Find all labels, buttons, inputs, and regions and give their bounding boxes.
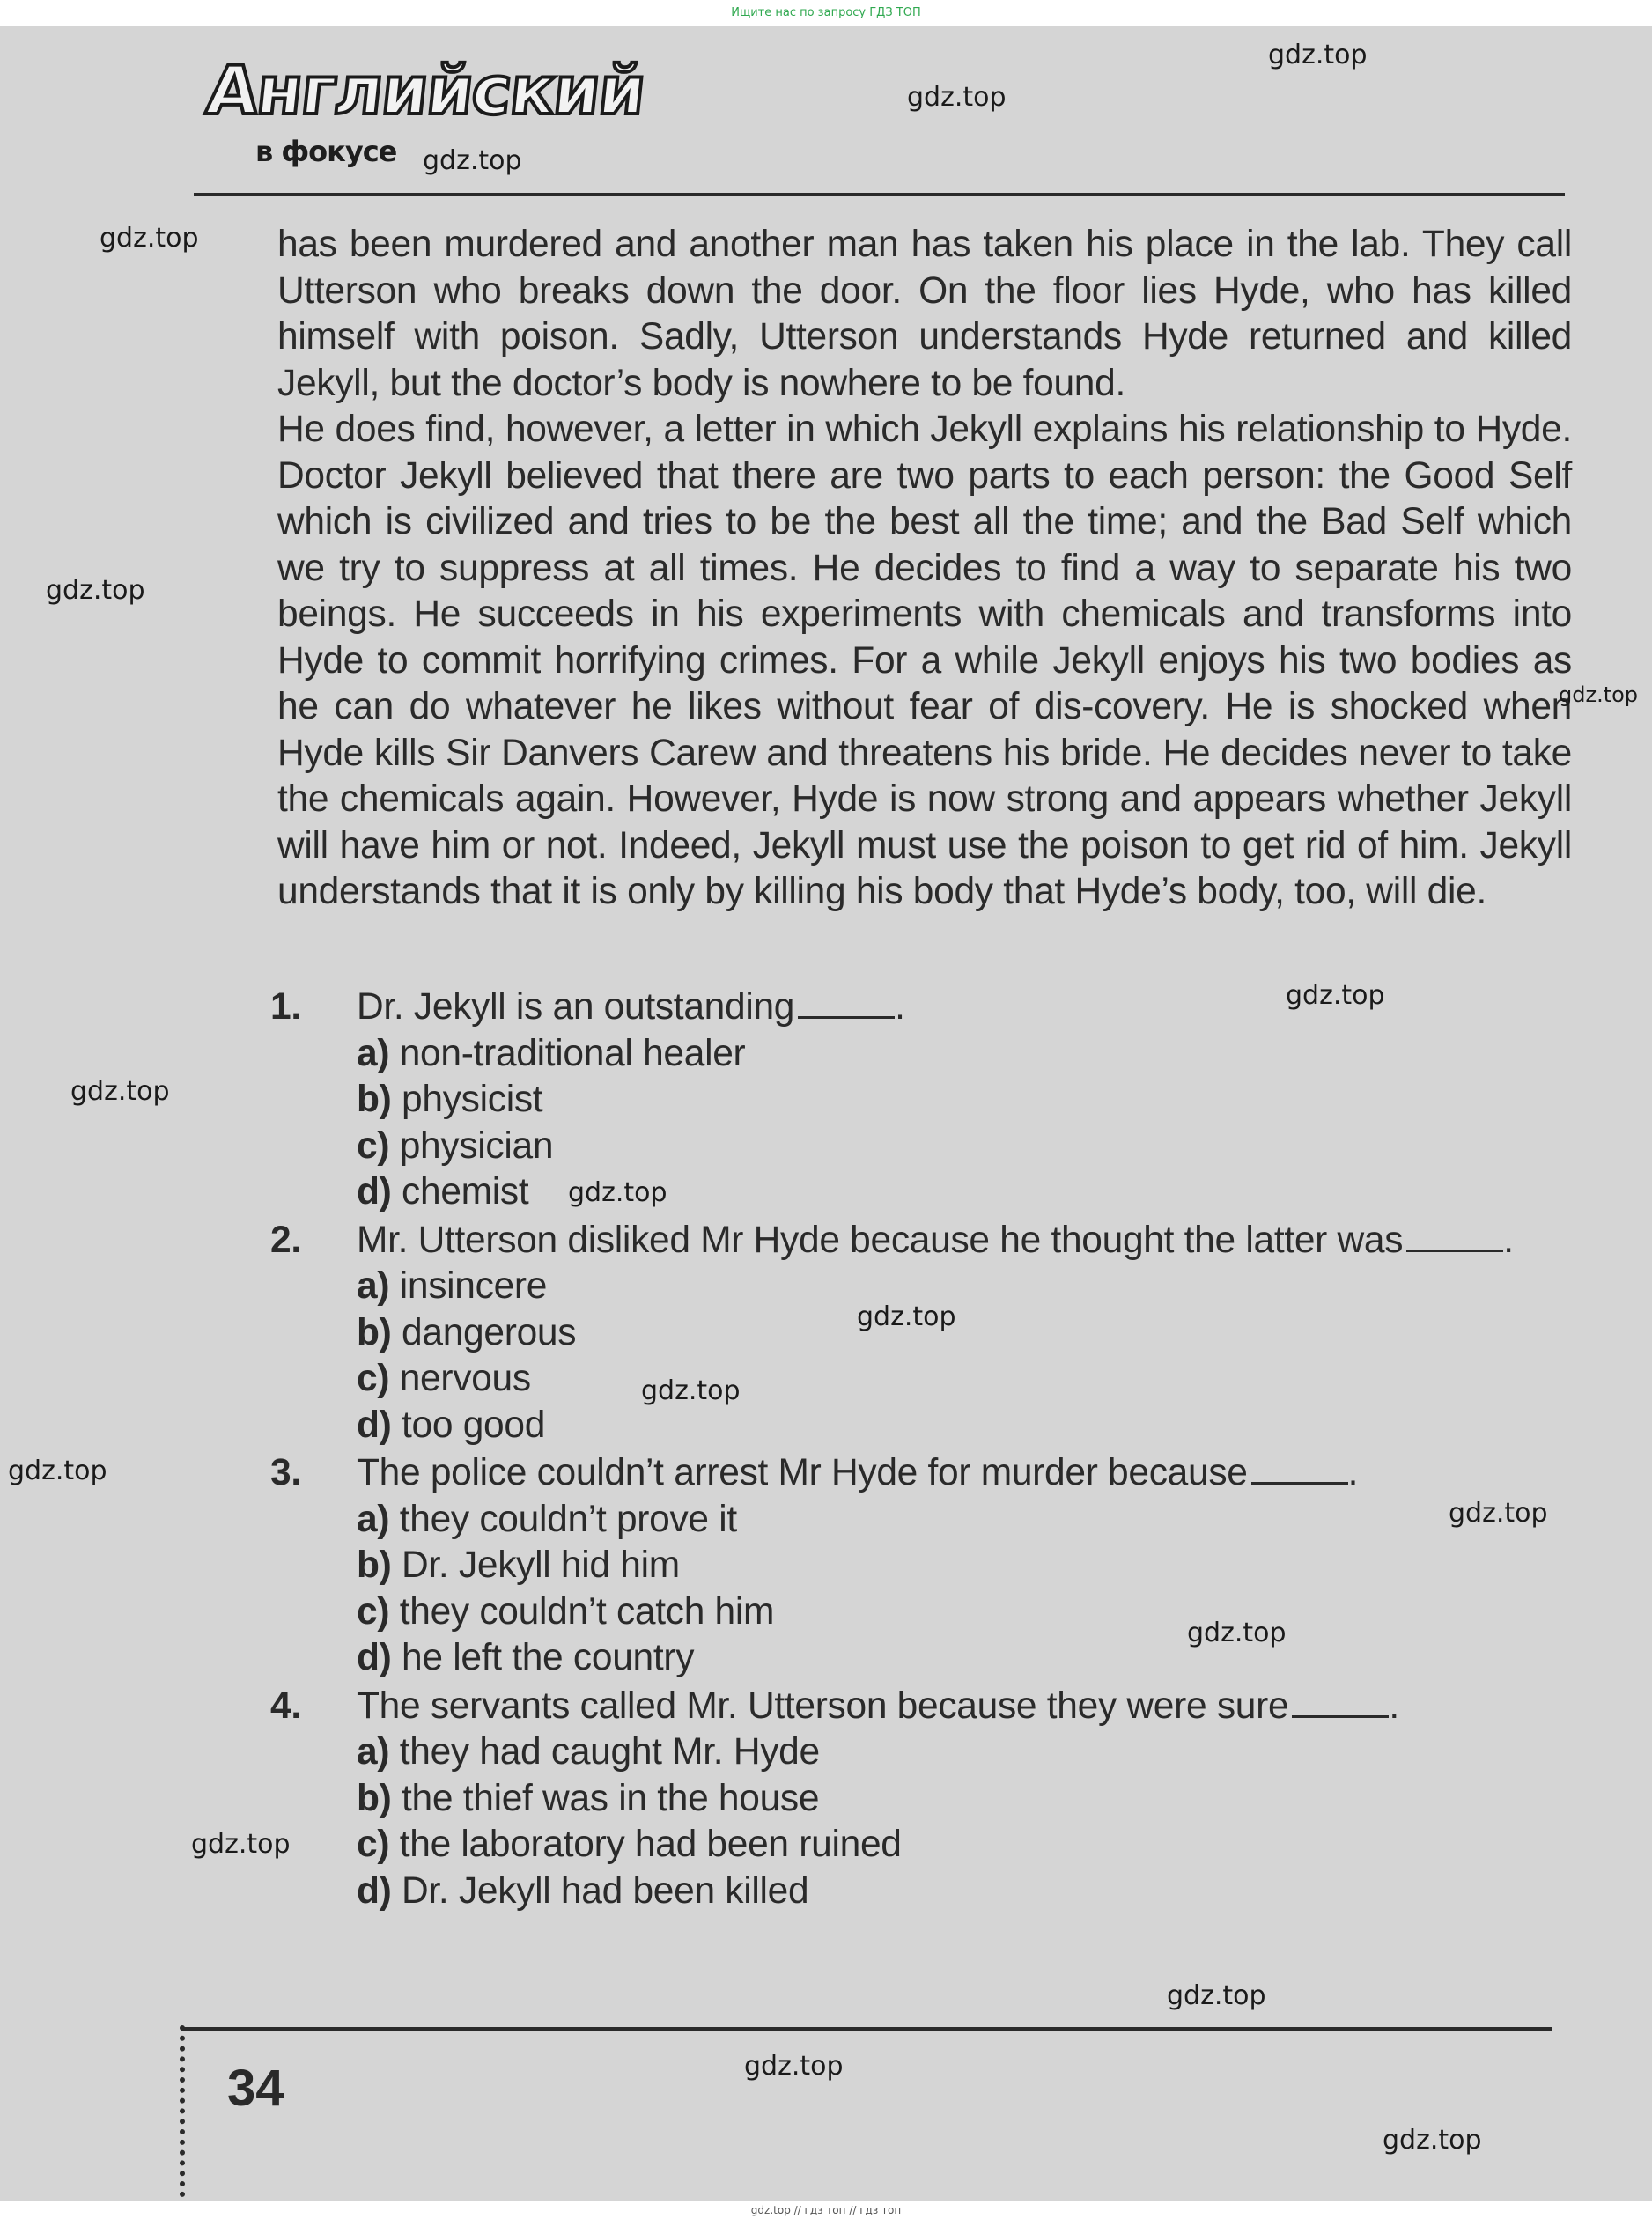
footer-divider [181, 2027, 1552, 2031]
book-logo-subtitle: в фокусе [255, 135, 397, 168]
answer-blank [1292, 1689, 1389, 1718]
question-stem-end: . [1389, 1685, 1399, 1727]
option-letter: b) [357, 1311, 392, 1353]
watermark: gdz.top [641, 1375, 741, 1406]
option-text: they couldn’t catch him [399, 1590, 775, 1633]
option-c [357, 1124, 1589, 1170]
option-text: physicist [402, 1079, 543, 1120]
option-text: Dr. Jekyll had been killed [402, 1869, 809, 1912]
question-stem-text: The servants called Mr. Utterson because they were sure [357, 1685, 1289, 1727]
dotted-margin-line [180, 2025, 185, 2197]
top-banner[interactable] [0, 0, 1652, 26]
question-number: 3. [270, 1452, 301, 1493]
option-d [357, 1403, 1589, 1449]
passage-paragraph-2: He does find, however, a letter in which Jekyll explains his relationship to Hyde. Doctor Jekyll believed that there are two parts to each person: the Good Self which is civilized and tries to be the best all the time; and the Bad Self which we try to suppress at all times. He decides to find a way to separate his two beings. He succeeds in his experiments with chemicals and transforms into Hyde to commit horrifying crimes. For a while Jekyll enjoys his two bodies as he can do whatever he likes without fear of dis-covery. He is shocked when Hyde kills Sir Danvers Carew and threatens his bride. He decides never to take the chemicals again. However, Hyde is now strong and appears whether Jekyll will have him or not. Indeed, Jekyll must use the poison to get rid of him. Jekyll understands that it is only by killing his body that Hyde’s body, too, will die. [277, 409, 1572, 912]
option-c [357, 1589, 1589, 1636]
option-b [357, 1776, 1589, 1823]
watermark: gdz.top [1449, 1498, 1548, 1529]
option-text: chemist [402, 1171, 529, 1213]
option-letter: c) [357, 1124, 390, 1167]
option-letter: d) [357, 1637, 392, 1678]
watermark: gdz.top [1187, 1618, 1287, 1648]
option-b [357, 1310, 1589, 1357]
watermark: gdz.top [907, 82, 1007, 113]
option-letter: d) [357, 1869, 392, 1912]
answer-blank [1406, 1223, 1503, 1252]
option-d [357, 1869, 1589, 1915]
option-d [357, 1169, 1589, 1216]
book-logo-title: Английский [203, 51, 649, 129]
watermark: gdz.top [744, 2051, 844, 2082]
question-stem-end: . [1503, 1219, 1514, 1261]
option-text: they couldn’t prove it [399, 1498, 737, 1540]
watermark: gdz.top [46, 575, 145, 606]
watermark: gdz.top [70, 1076, 170, 1107]
page-number: 34 [227, 2060, 284, 2117]
option-a [357, 1031, 1589, 1078]
watermark: gdz.top [191, 1829, 291, 1860]
question-stem-text: The police couldn’t arrest Mr Hyde for murder because [357, 1452, 1248, 1493]
option-text: too good [402, 1404, 546, 1446]
reading-passage [277, 222, 1572, 916]
option-c [357, 1822, 1589, 1869]
option-letter: a) [357, 1032, 390, 1074]
option-b [357, 1543, 1589, 1589]
option-text: physician [399, 1124, 554, 1167]
question-stem [357, 1684, 1528, 1730]
option-letter: c) [357, 1358, 390, 1399]
question-stem-end: . [1347, 1452, 1359, 1493]
bottom-banner[interactable] [0, 2201, 1652, 2219]
watermark: gdz.top [857, 1301, 956, 1332]
option-letter: d) [357, 1404, 392, 1446]
question-number: 1. [270, 986, 301, 1028]
question-3 [269, 1450, 1589, 1682]
option-c [357, 1356, 1589, 1403]
answer-blank [1251, 1456, 1348, 1485]
option-text: the laboratory had been ruined [399, 1824, 902, 1865]
option-letter: a) [357, 1498, 390, 1540]
question-stem-text: Mr. Utterson disliked Mr Hyde because he thought the latter was [357, 1219, 1404, 1261]
watermark: gdz.top [1167, 1980, 1266, 2011]
bottom-banner-text[interactable]: gdz.top // гдз топ // гдз топ [750, 2204, 902, 2216]
watermark: gdz.top [8, 1456, 107, 1486]
watermark: gdz.top [1286, 980, 1385, 1011]
option-text: they had caught Mr. Hyde [399, 1731, 820, 1773]
option-letter: a) [357, 1731, 390, 1773]
question-list [269, 984, 1589, 1916]
question-stem [357, 1218, 1528, 1264]
option-letter: c) [357, 1590, 390, 1633]
question-stem [357, 1450, 1528, 1497]
question-stem-text: Dr. Jekyll is an outstanding [357, 986, 795, 1028]
watermark: gdz.top [1559, 682, 1639, 707]
header-divider [194, 193, 1565, 196]
option-letter: b) [357, 1777, 392, 1819]
option-text: nervous [399, 1358, 531, 1399]
question-2 [269, 1218, 1589, 1449]
option-letter: a) [357, 1265, 390, 1307]
watermark: gdz.top [1268, 40, 1368, 70]
top-banner-text[interactable]: Ищите нас по запросу ГДЗ ТОП [731, 6, 921, 19]
question-4 [269, 1684, 1589, 1915]
passage-paragraph-1: has been murdered and another man has taken his place in the lab. They call Utterson who breaks down the door. On the floor lies Hyde, who has killed himself with poison. Sadly, Utterson understands Hyde returned and killed Jekyll, but the doctor’s body is nowhere to be found. [277, 224, 1572, 404]
answer-blank [798, 990, 895, 1019]
option-a [357, 1497, 1589, 1544]
question-number: 4. [270, 1685, 301, 1727]
watermark: gdz.top [423, 145, 522, 176]
option-text: dangerous [402, 1311, 577, 1353]
question-1 [269, 984, 1589, 1216]
option-b [357, 1077, 1589, 1124]
question-number: 2. [270, 1219, 301, 1261]
watermark: gdz.top [1383, 2125, 1482, 2156]
option-text: he left the country [402, 1637, 695, 1678]
option-letter: b) [357, 1079, 392, 1120]
option-a [357, 1264, 1589, 1310]
option-d [357, 1635, 1589, 1682]
watermark: gdz.top [568, 1177, 667, 1208]
option-text: non-traditional healer [399, 1032, 746, 1074]
option-letter: c) [357, 1824, 390, 1865]
question-stem-end: . [895, 986, 905, 1028]
option-a [357, 1729, 1589, 1776]
option-letter: b) [357, 1544, 392, 1586]
watermark: gdz.top [100, 223, 199, 254]
option-text: the thief was in the house [402, 1777, 820, 1819]
option-text: insincere [399, 1265, 548, 1307]
option-text: Dr. Jekyll hid him [402, 1544, 680, 1586]
option-letter: d) [357, 1171, 392, 1213]
